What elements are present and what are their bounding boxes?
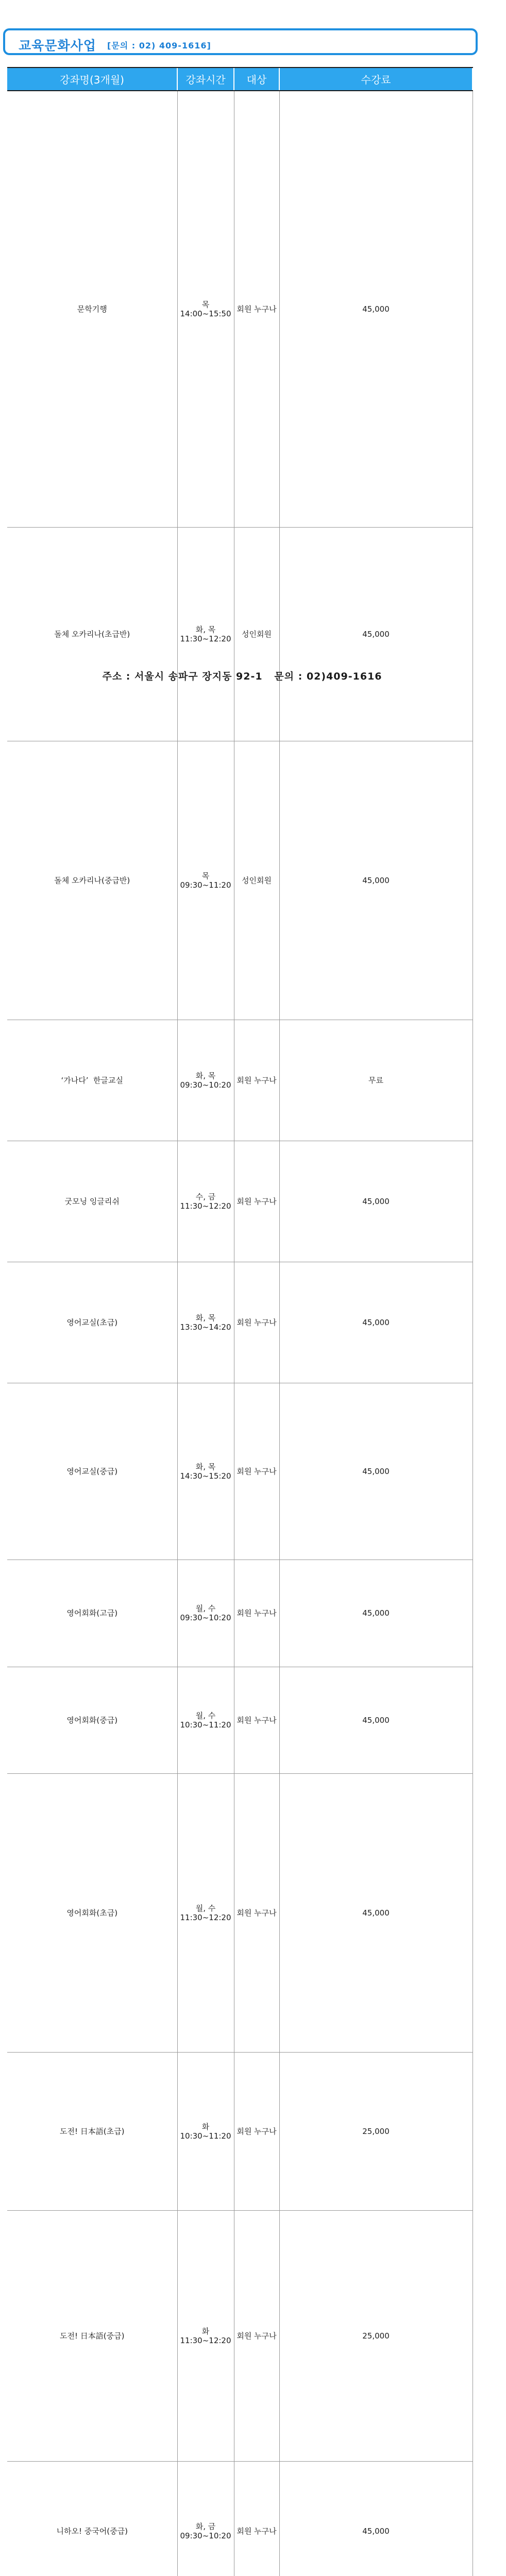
- course-target: 회원 누구나: [234, 1262, 279, 1383]
- course-time: [177, 1560, 234, 1667]
- course-hours: 11:30~12:20: [180, 2336, 232, 2345]
- course-target: 회원 누구나: [234, 1383, 279, 1560]
- course-target: 회원 누구나: [234, 1667, 279, 1774]
- header-fee: 수강료: [279, 67, 473, 91]
- course-days: 화, 목: [180, 1313, 232, 1323]
- page-title: 교육문화사업: [19, 36, 96, 54]
- table-row: [7, 1667, 473, 1774]
- course-time: [177, 2462, 234, 2576]
- course-hours: 13:30~14:20: [180, 1323, 232, 1332]
- course-hours: 09:30~10:20: [180, 1080, 232, 1090]
- course-hours: 11:30~12:20: [180, 634, 232, 643]
- course-time: [177, 1667, 234, 1774]
- course-hours: 09:30~11:20: [180, 880, 232, 890]
- course-target: 회원 누구나: [234, 1774, 279, 2053]
- course-days: 목: [180, 871, 232, 880]
- title-contact: [문의 : 02) 409-1616]: [107, 39, 211, 51]
- course-days: 화, 금: [180, 2522, 232, 2531]
- course-days: 목: [180, 300, 232, 309]
- course-hours: 11:30~12:20: [180, 1913, 232, 1922]
- course-name: 니하오! 중국어(중급): [7, 2462, 177, 2576]
- course-fee: 45,000: [279, 1774, 473, 2053]
- course-fee: 45,000: [279, 1141, 473, 1262]
- footer-address: 주소 : 서울시 송파구 장지동 92-1 문의 : 02)409-1616: [0, 669, 484, 683]
- course-name: 영어회화(초급): [7, 1774, 177, 2053]
- table-row: [7, 1383, 473, 1560]
- course-days: 화, 목: [180, 1462, 232, 1471]
- header-course-name: 강좌명(3개월): [7, 67, 177, 91]
- course-time: [177, 2053, 234, 2211]
- course-target: 회원 누구나: [234, 2462, 279, 2576]
- course-days: 화, 목: [180, 625, 232, 634]
- course-time: [177, 2211, 234, 2462]
- course-fee: 45,000: [279, 2462, 473, 2576]
- course-hours: 10:30~11:20: [180, 1720, 232, 1730]
- table-row: [7, 2053, 473, 2211]
- course-time: [177, 528, 234, 741]
- table-row: [7, 1141, 473, 1262]
- course-hours: 09:30~10:20: [180, 2531, 232, 2540]
- course-days: 월, 수: [180, 1604, 232, 1613]
- table-row: [7, 91, 473, 528]
- course-name: 돌체 오카리나(중급반): [7, 741, 177, 1020]
- course-target: 회원 누구나: [234, 1020, 279, 1141]
- course-target: 성인회원: [234, 528, 279, 741]
- course-fee: 45,000: [279, 91, 473, 528]
- course-fee: 45,000: [279, 741, 473, 1020]
- course-fee: 45,000: [279, 1560, 473, 1667]
- course-name: 영어교실(중급): [7, 1383, 177, 1560]
- table-row: [7, 741, 473, 1020]
- course-target: 회원 누구나: [234, 2211, 279, 2462]
- course-name: 도전! 日本語(초급): [7, 2053, 177, 2211]
- course-fee: 45,000: [279, 528, 473, 741]
- course-hours: 10:30~11:20: [180, 2131, 232, 2141]
- course-fee: 45,000: [279, 1383, 473, 1560]
- course-hours: 14:30~15:20: [180, 1471, 232, 1481]
- course-fee: 45,000: [279, 1667, 473, 1774]
- course-days: 월, 수: [180, 1904, 232, 1913]
- course-target: 회원 누구나: [234, 1141, 279, 1262]
- course-name: 도전! 日本語(중급): [7, 2211, 177, 2462]
- course-days: 화, 목: [180, 1071, 232, 1080]
- course-time: [177, 741, 234, 1020]
- table-row: [7, 1560, 473, 1667]
- course-name: ‘가나다’ 한글교실: [7, 1020, 177, 1141]
- course-hours: 11:30~12:20: [180, 1201, 232, 1211]
- course-name: 문학기행: [7, 91, 177, 528]
- course-hours: 09:30~10:20: [180, 1613, 232, 1622]
- course-target: 회원 누구나: [234, 91, 279, 528]
- table-row: [7, 1774, 473, 2053]
- course-target: 성인회원: [234, 741, 279, 1020]
- course-days: 수, 금: [180, 1192, 232, 1201]
- course-name: 영어회화(고급): [7, 1560, 177, 1667]
- table-row: [7, 1262, 473, 1383]
- table-row: [7, 1020, 473, 1141]
- course-name: 영어교실(초급): [7, 1262, 177, 1383]
- course-days: 화: [180, 2122, 232, 2131]
- course-name: 돌체 오카리나(초급반): [7, 528, 177, 741]
- course-time: [177, 1262, 234, 1383]
- header-target: 대상: [234, 67, 279, 91]
- course-time: [177, 1020, 234, 1141]
- course-time: [177, 1141, 234, 1262]
- course-fee: 25,000: [279, 2053, 473, 2211]
- course-table: [7, 67, 473, 2576]
- course-fee: 무료: [279, 1020, 473, 1141]
- title-box: [3, 28, 478, 55]
- table-header-row: 강좌명(3개월) 강좌시간 대상 수강료 내 용: [7, 67, 473, 91]
- course-name: 굿모닝 잉글리쉬: [7, 1141, 177, 1262]
- course-target: 회원 누구나: [234, 1560, 279, 1667]
- table-row: [7, 528, 473, 741]
- course-fee: 45,000: [279, 1262, 473, 1383]
- table-row: [7, 2211, 473, 2462]
- course-fee: 25,000: [279, 2211, 473, 2462]
- header-course-time: 강좌시간: [177, 67, 234, 91]
- course-time: [177, 1383, 234, 1560]
- course-target: 회원 누구나: [234, 2053, 279, 2211]
- course-time: [177, 1774, 234, 2053]
- course-name: 영어회화(중급): [7, 1667, 177, 1774]
- course-days: 화: [180, 2327, 232, 2336]
- table-row: [7, 2462, 473, 2576]
- course-days: 월, 수: [180, 1711, 232, 1720]
- course-hours: 14:00~15:50: [180, 309, 232, 318]
- course-time: [177, 91, 234, 528]
